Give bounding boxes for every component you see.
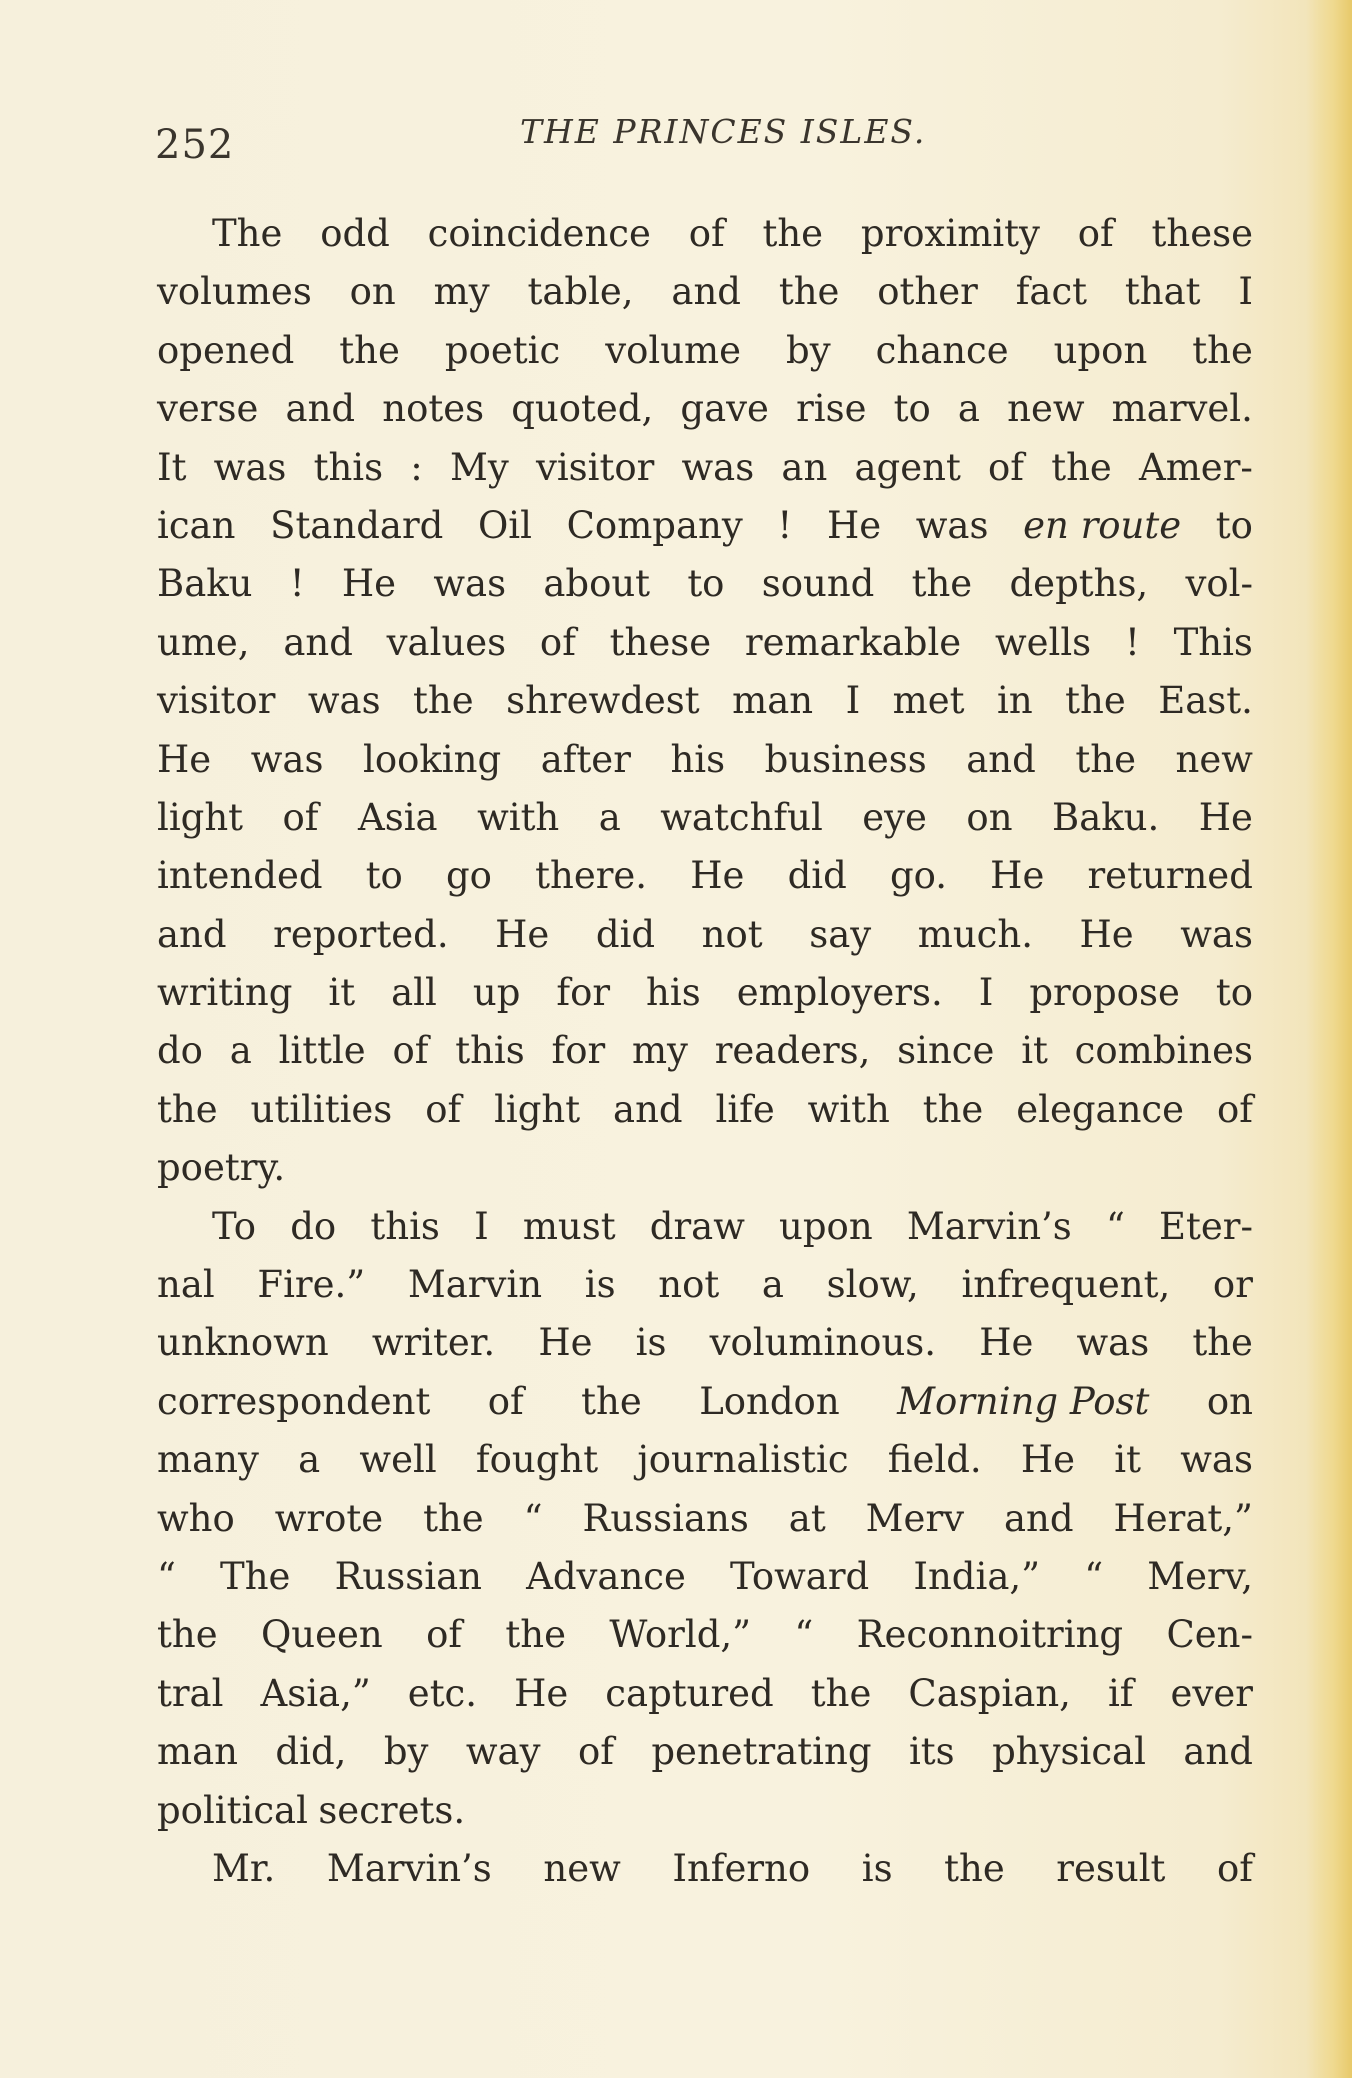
word: Standard xyxy=(270,503,444,547)
word: elegance xyxy=(1016,1087,1185,1131)
word: slow, xyxy=(826,1263,919,1307)
word: it xyxy=(1114,1438,1141,1482)
word: Marvin’s xyxy=(906,1204,1072,1248)
text-line xyxy=(157,906,1253,964)
word: a xyxy=(229,1029,252,1073)
italic-word: en route xyxy=(1023,503,1182,547)
word: World,” xyxy=(609,1613,752,1657)
word: of xyxy=(426,1613,463,1657)
word: visitor xyxy=(157,679,276,723)
word: was xyxy=(1076,1321,1150,1365)
word: infrequent, xyxy=(961,1263,1171,1307)
word: : xyxy=(410,445,423,489)
word: these xyxy=(609,620,712,664)
word: is xyxy=(635,1321,667,1365)
word: of xyxy=(688,212,725,255)
word: at xyxy=(788,1496,826,1540)
word: I xyxy=(978,971,994,1015)
word: do xyxy=(290,1204,337,1248)
word: Cen- xyxy=(1166,1613,1253,1657)
word: Company xyxy=(566,503,743,547)
word: of xyxy=(392,1029,429,1073)
text-line xyxy=(157,847,1253,905)
word: this xyxy=(313,445,384,489)
page-edge-shadow xyxy=(1306,0,1352,2078)
word: I xyxy=(845,679,861,723)
word: proximity xyxy=(860,212,1040,255)
word: visitor xyxy=(535,445,655,489)
word: is xyxy=(584,1263,616,1307)
word: my xyxy=(433,270,490,314)
word: Asia,” xyxy=(260,1671,371,1715)
word: did, xyxy=(275,1730,347,1774)
word: volumes xyxy=(157,270,312,314)
text-line xyxy=(157,1431,1253,1489)
word: of xyxy=(425,1087,462,1131)
word: all xyxy=(391,971,437,1015)
word: was xyxy=(915,503,989,547)
word: Asia xyxy=(357,795,438,839)
text-line xyxy=(157,614,1253,672)
word: Eter- xyxy=(1159,1204,1253,1248)
word: with xyxy=(477,795,560,839)
word: etc. xyxy=(407,1671,478,1715)
word: My xyxy=(449,445,509,489)
text-line xyxy=(157,263,1253,321)
word: that xyxy=(1124,270,1201,314)
word: of xyxy=(988,445,1025,489)
word: and xyxy=(1183,1730,1253,1774)
text-line xyxy=(157,731,1253,789)
word: propose xyxy=(1029,971,1180,1015)
word: “ xyxy=(794,1613,814,1657)
word: penetrating xyxy=(651,1730,872,1774)
word: He xyxy=(1198,795,1253,839)
word: the xyxy=(810,1671,872,1715)
word: employers. xyxy=(736,971,943,1015)
word: his xyxy=(670,737,726,781)
word: ever xyxy=(1170,1671,1253,1715)
word: poetic xyxy=(444,328,561,372)
word: is xyxy=(861,1846,893,1890)
text-line xyxy=(157,1723,1253,1781)
word: The xyxy=(220,1554,291,1598)
word: political xyxy=(157,1788,308,1832)
word: sound xyxy=(761,562,875,606)
word: ! xyxy=(1124,620,1140,664)
word: the xyxy=(778,270,840,314)
word: He xyxy=(1020,1438,1076,1482)
body-text xyxy=(157,205,1253,1898)
word: and xyxy=(966,737,1036,781)
word: Baku xyxy=(157,562,253,606)
word: result xyxy=(1056,1846,1166,1890)
word: Oil xyxy=(477,503,532,547)
word: He xyxy=(514,1671,569,1715)
word: He xyxy=(990,854,1045,898)
word: Inferno xyxy=(672,1846,811,1890)
text-line xyxy=(157,205,1253,263)
word: Queen xyxy=(260,1613,383,1657)
word: much. xyxy=(917,912,1033,956)
word: “ xyxy=(1105,1204,1125,1248)
word: notes xyxy=(382,387,485,431)
word: Russian xyxy=(334,1554,482,1598)
word: man xyxy=(157,1730,238,1774)
word: Reconnoitring xyxy=(856,1613,1124,1657)
word: this xyxy=(370,1204,440,1248)
word: odd xyxy=(320,212,390,255)
word: to xyxy=(893,387,931,431)
word: upon xyxy=(779,1204,873,1248)
word: up xyxy=(472,971,521,1015)
word: eye xyxy=(862,795,927,839)
text-line xyxy=(157,1665,1253,1723)
word: by xyxy=(786,328,831,372)
word: India,” xyxy=(913,1554,1041,1598)
word: this xyxy=(455,1029,525,1073)
word: Russians xyxy=(582,1496,749,1540)
text-line xyxy=(157,380,1253,438)
text-line xyxy=(157,789,1253,847)
word: nal xyxy=(157,1263,215,1307)
text-line xyxy=(157,439,1253,497)
word: of xyxy=(577,1730,614,1774)
word: rise xyxy=(796,387,867,431)
word: Amer- xyxy=(1139,445,1253,489)
text-line xyxy=(157,672,1253,730)
word: did xyxy=(787,854,847,898)
word: and xyxy=(285,387,356,431)
running-head xyxy=(155,112,1255,172)
word: London xyxy=(699,1379,840,1423)
word: was xyxy=(1180,912,1253,956)
word: poetry. xyxy=(157,1146,286,1190)
word: and xyxy=(671,270,741,314)
word: the xyxy=(413,679,474,723)
word: the xyxy=(1192,1321,1253,1365)
word: This xyxy=(1173,620,1253,664)
word: draw xyxy=(649,1204,745,1248)
word: of xyxy=(282,795,319,839)
word: and xyxy=(613,1087,683,1131)
word: by xyxy=(383,1730,429,1774)
word: He xyxy=(538,1321,593,1365)
word: since xyxy=(897,1029,995,1073)
word: the xyxy=(762,212,824,255)
word: and xyxy=(157,912,227,956)
word: It xyxy=(157,445,187,489)
word: wrote xyxy=(274,1496,384,1540)
word: little xyxy=(278,1029,366,1073)
word: on xyxy=(1206,1379,1253,1423)
word: physical xyxy=(992,1730,1146,1774)
word: upon xyxy=(1053,328,1148,372)
word: volume xyxy=(605,328,742,372)
word: do xyxy=(157,1029,203,1073)
word: looking xyxy=(362,737,502,781)
word: table, xyxy=(527,270,634,314)
word: on xyxy=(349,270,396,314)
word: the xyxy=(922,1087,984,1131)
word: not xyxy=(658,1263,720,1307)
word: was xyxy=(250,737,324,781)
word: chance xyxy=(875,328,1009,372)
word: agent xyxy=(854,445,961,489)
word: To xyxy=(212,1204,257,1248)
word: and xyxy=(1003,1496,1074,1540)
word: the xyxy=(1051,445,1112,489)
word: writing xyxy=(157,971,293,1015)
word: was xyxy=(433,562,507,606)
word: about xyxy=(543,562,651,606)
word: I xyxy=(474,1204,489,1248)
word: my xyxy=(631,1029,688,1073)
word: remarkable xyxy=(744,620,962,664)
word: go. xyxy=(889,854,948,898)
word: quoted, xyxy=(511,387,654,431)
word: with xyxy=(807,1087,890,1131)
text-line xyxy=(157,1606,1253,1664)
word: ican xyxy=(157,503,236,547)
word: fought xyxy=(475,1438,599,1482)
word: returned xyxy=(1087,854,1253,898)
text-line xyxy=(157,1373,1253,1431)
word: new xyxy=(543,1846,621,1890)
word: values xyxy=(386,620,507,664)
word: after xyxy=(540,737,631,781)
word: for xyxy=(551,1029,606,1073)
word: captured xyxy=(605,1671,774,1715)
word: the xyxy=(339,328,400,372)
word: East. xyxy=(1158,679,1253,723)
word: if xyxy=(1107,1671,1134,1715)
italic-word: Morning Post xyxy=(897,1379,1150,1423)
text-line xyxy=(157,1081,1253,1139)
word: did xyxy=(595,912,656,956)
word: He xyxy=(979,1321,1034,1365)
text-line xyxy=(157,964,1253,1022)
word: it xyxy=(1021,1029,1048,1073)
text-line xyxy=(157,1022,1253,1080)
word: new xyxy=(1007,387,1085,431)
text-line xyxy=(157,497,1253,555)
word: to xyxy=(1215,503,1253,547)
word: a xyxy=(298,1438,321,1482)
word: intended xyxy=(157,854,323,898)
word: unknown xyxy=(157,1321,329,1365)
word: light xyxy=(494,1087,581,1131)
word: opened xyxy=(157,328,295,372)
word: Marvin’s xyxy=(326,1846,492,1890)
word: voluminous. xyxy=(709,1321,937,1365)
word: tral xyxy=(157,1671,224,1715)
word: the xyxy=(1065,679,1126,723)
text-line xyxy=(157,322,1253,380)
word: He xyxy=(1079,912,1134,956)
word: life xyxy=(715,1087,775,1131)
word: Baku. xyxy=(1052,795,1160,839)
word: in xyxy=(996,679,1033,723)
word: He xyxy=(495,912,550,956)
word: the xyxy=(157,1087,218,1131)
word: of xyxy=(539,620,576,664)
word: ume, xyxy=(157,620,250,664)
word: light xyxy=(157,795,244,839)
word: He xyxy=(157,737,212,781)
word: was xyxy=(213,445,287,489)
text-line xyxy=(157,555,1253,613)
word: He xyxy=(690,854,745,898)
word: Advance xyxy=(526,1554,686,1598)
word: Toward xyxy=(730,1554,870,1598)
word: ! xyxy=(777,503,793,547)
word: there. xyxy=(535,854,648,898)
word: depths, xyxy=(1009,562,1149,606)
word: Fire.” xyxy=(257,1263,366,1307)
word: way xyxy=(465,1730,541,1774)
word: of xyxy=(487,1379,524,1423)
word: Marvin xyxy=(407,1263,543,1307)
word: a xyxy=(957,387,980,431)
word: Mr. xyxy=(212,1846,276,1890)
word: wells xyxy=(994,620,1092,664)
word: go xyxy=(446,854,492,898)
word: the xyxy=(581,1379,642,1423)
word: the xyxy=(1075,737,1136,781)
word: to xyxy=(365,854,403,898)
word: was xyxy=(307,679,381,723)
word: “ xyxy=(1084,1554,1104,1598)
word: shrewdest xyxy=(506,679,700,723)
text-line xyxy=(157,1782,1253,1840)
word: a xyxy=(598,795,621,839)
word: ! xyxy=(289,562,305,606)
word: a xyxy=(761,1263,784,1307)
word: “ xyxy=(523,1496,543,1540)
word: man xyxy=(732,679,814,723)
word: who xyxy=(157,1496,235,1540)
word: reported. xyxy=(273,912,449,956)
word: Caspian, xyxy=(908,1671,1071,1715)
word: marvel. xyxy=(1111,387,1253,431)
word: He xyxy=(826,503,882,547)
text-line xyxy=(157,1840,1253,1898)
word: well xyxy=(359,1438,437,1482)
word: the xyxy=(157,1613,218,1657)
word: Merv, xyxy=(1147,1554,1253,1598)
word: these xyxy=(1151,212,1253,255)
word: gave xyxy=(680,387,769,431)
word: writer. xyxy=(371,1321,496,1365)
word: verse xyxy=(157,387,259,431)
word: vol- xyxy=(1185,562,1253,606)
word: must xyxy=(522,1204,616,1248)
word: it xyxy=(328,971,356,1015)
running-title: THE PRINCES ISLES. xyxy=(520,112,927,151)
page-number: 252 xyxy=(155,122,235,168)
word: new xyxy=(1175,737,1253,781)
word: correspondent xyxy=(157,1379,431,1423)
word: of xyxy=(1216,1087,1253,1131)
text-line xyxy=(157,1314,1253,1372)
word: the xyxy=(911,562,973,606)
word: journalistic xyxy=(637,1438,849,1482)
word: the xyxy=(1192,328,1253,372)
word: He xyxy=(341,562,397,606)
word: combines xyxy=(1074,1029,1253,1073)
word: and xyxy=(283,620,353,664)
word: watchful xyxy=(660,795,823,839)
word: to xyxy=(1215,971,1253,1015)
word: business xyxy=(764,737,927,781)
word: its xyxy=(908,1730,955,1774)
word: fact xyxy=(1015,270,1088,314)
word: on xyxy=(966,795,1013,839)
word: Herat,” xyxy=(1113,1496,1253,1540)
text-line xyxy=(157,1256,1253,1314)
word: to xyxy=(687,562,725,606)
word: readers, xyxy=(714,1029,871,1073)
word: was xyxy=(1180,1438,1253,1482)
word: Merv xyxy=(865,1496,965,1540)
word: “ xyxy=(157,1554,176,1598)
word: for xyxy=(556,971,611,1015)
word: The xyxy=(212,212,283,255)
word: the xyxy=(423,1496,484,1540)
word: met xyxy=(892,679,965,723)
word: the xyxy=(944,1846,1005,1890)
word: the xyxy=(505,1613,567,1657)
word: of xyxy=(1216,1846,1253,1890)
word: I xyxy=(1238,270,1253,314)
word: coincidence xyxy=(427,212,651,255)
word: say xyxy=(809,912,872,956)
word: utilities xyxy=(250,1087,393,1131)
word: many xyxy=(157,1438,259,1482)
word: other xyxy=(877,270,978,314)
word: his xyxy=(646,971,701,1015)
word: was xyxy=(681,445,755,489)
text-line xyxy=(157,1490,1253,1548)
text-line xyxy=(157,1198,1253,1256)
word: secrets. xyxy=(318,1788,466,1832)
text-line xyxy=(157,1548,1253,1606)
word: of xyxy=(1077,212,1114,255)
word: field. xyxy=(887,1438,982,1482)
word: not xyxy=(701,912,763,956)
text-line xyxy=(157,1139,1253,1197)
word: or xyxy=(1212,1263,1253,1307)
word: an xyxy=(781,445,828,489)
